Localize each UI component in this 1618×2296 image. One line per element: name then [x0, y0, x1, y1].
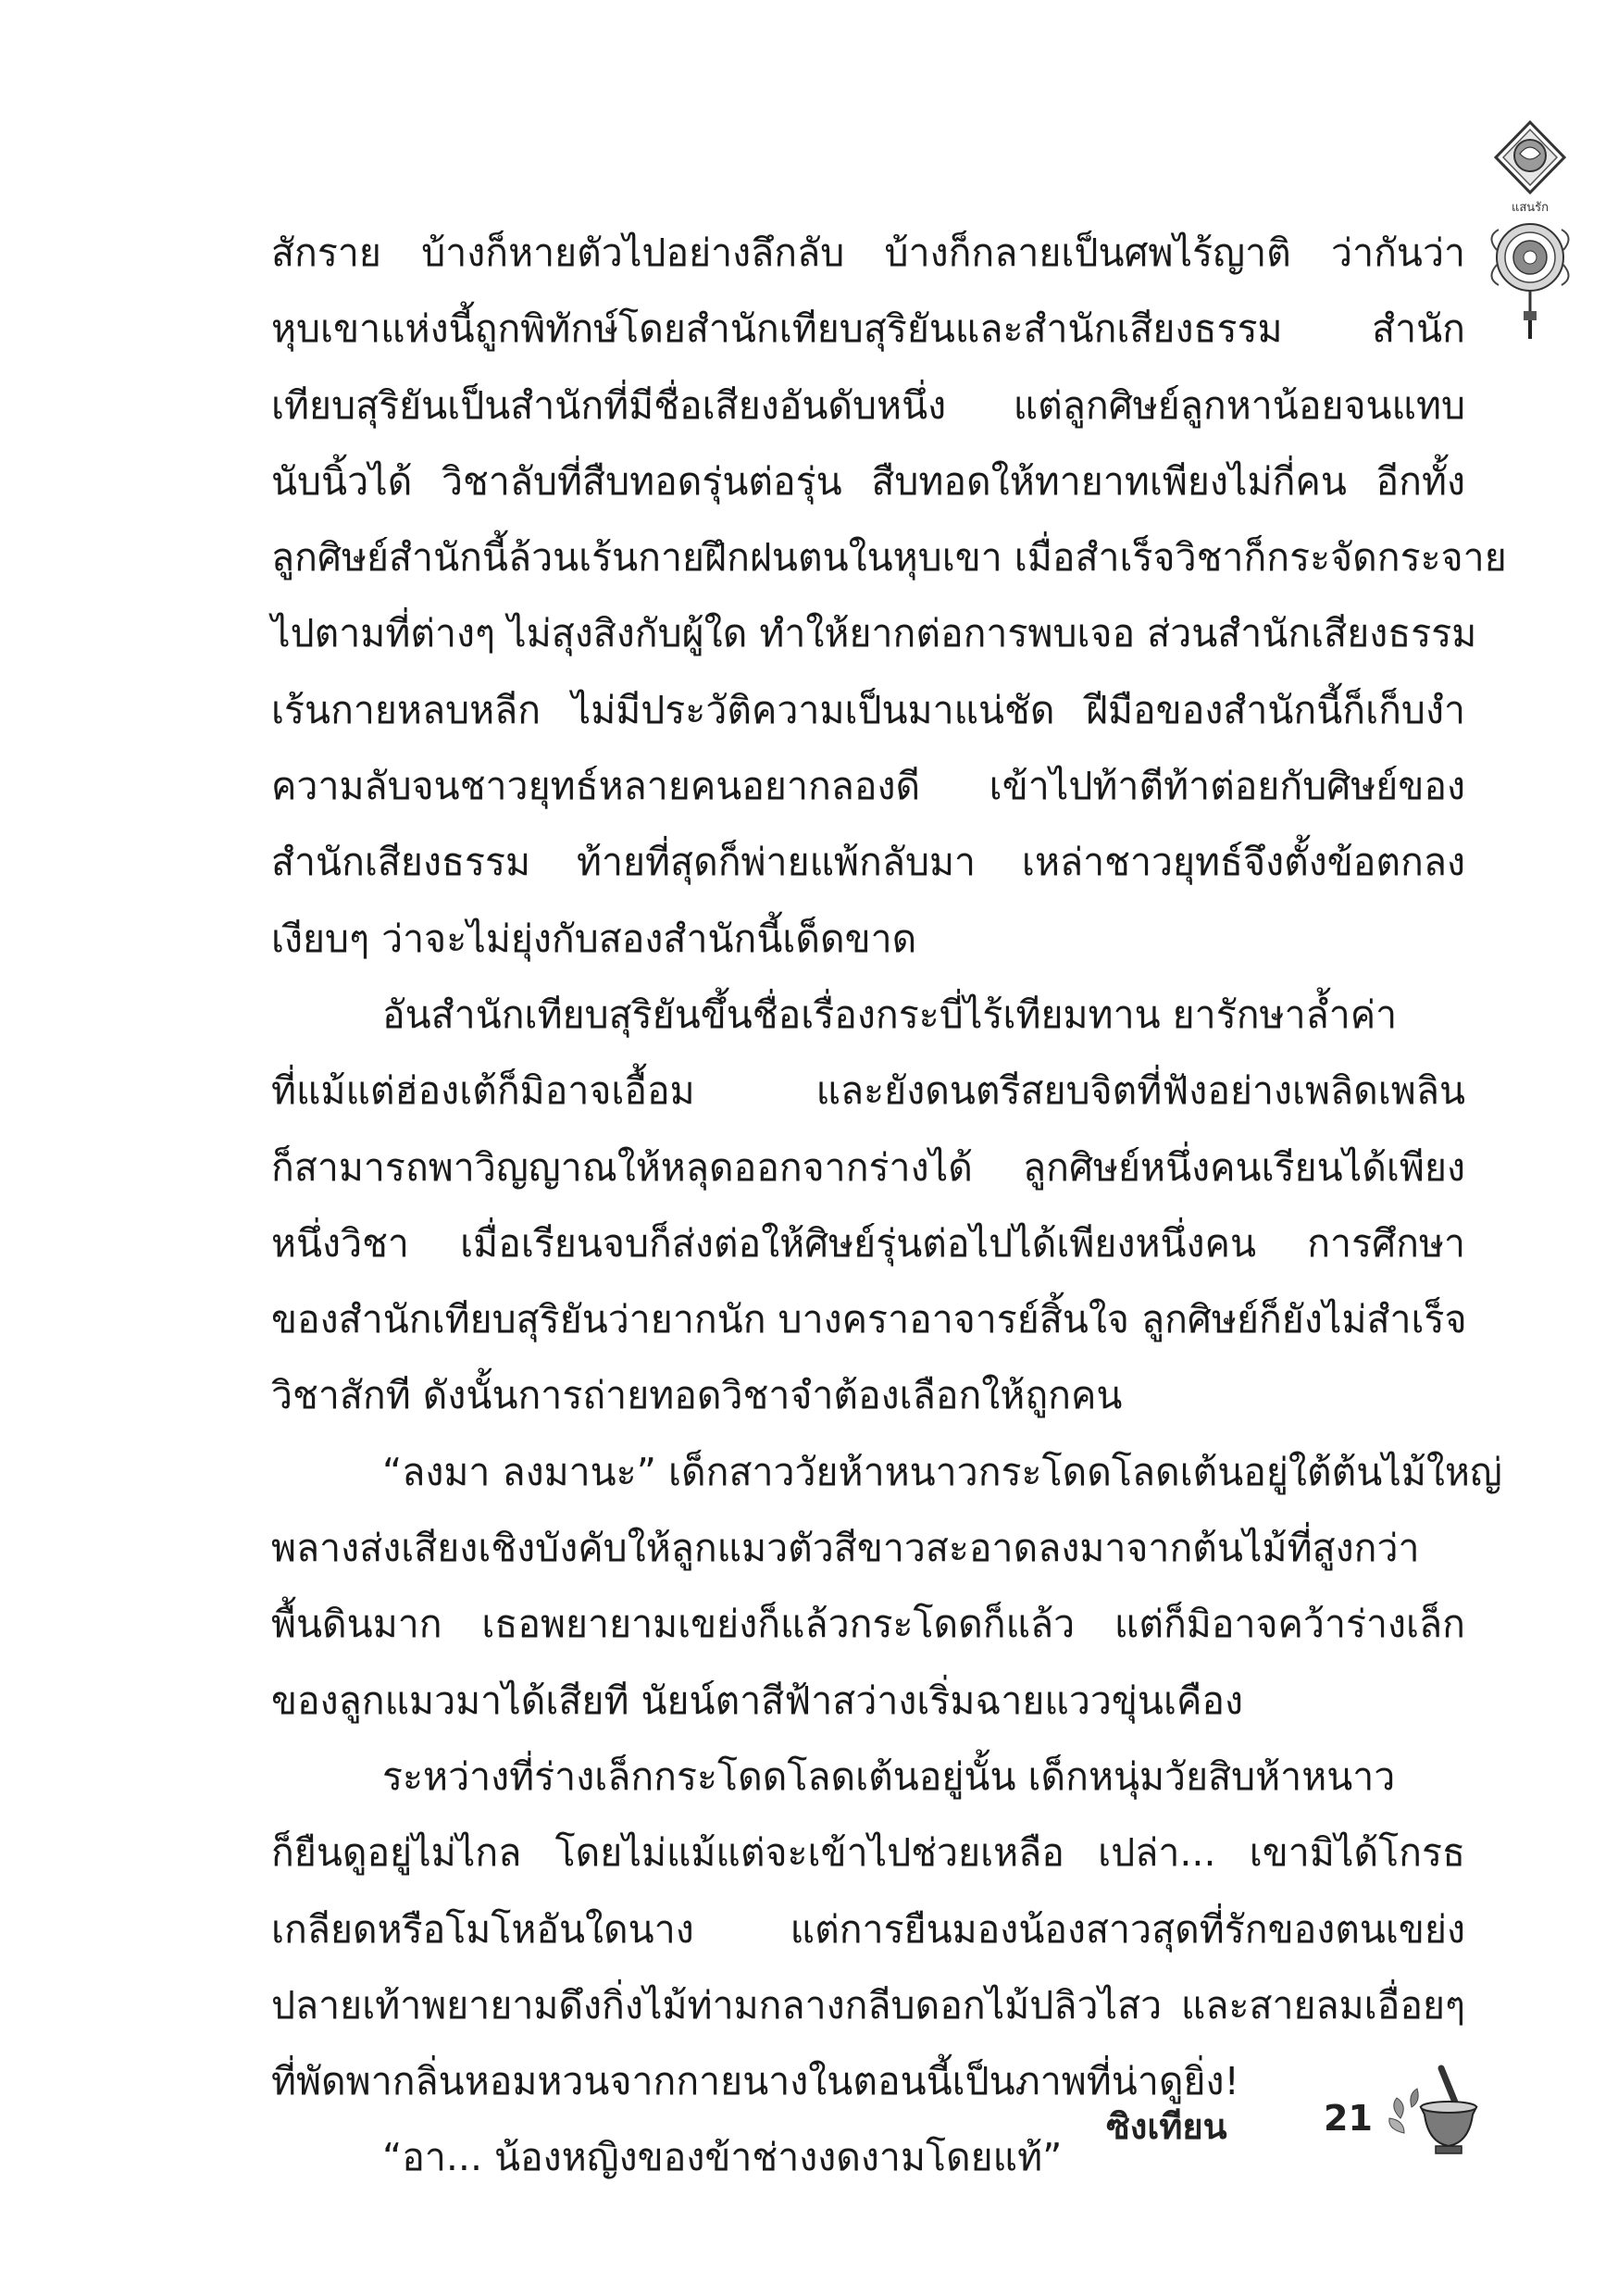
book-title: ซิงเทียน	[1106, 2106, 1227, 2147]
text-line: พื้นดินมาก เธอพยายามเขย่งก็แล้วกระโดดก็แล้ว แต่ก็มิอาจคว้าร่างเล็ก	[271, 1602, 1465, 1647]
text-line: ระหว่างที่ร่างเล็กกระโดดโลดเต้นอยู่นั้น เด็กหนุ่มวัยสิบห้าหนาว	[382, 1753, 1396, 1799]
emblem-label: แสนรัก	[1511, 201, 1550, 215]
text-line: เร้นกายหลบหลีก ไม่มีประวัติความเป็นมาแน่ชัด ฝีมือของสำนักนี้ก็เก็บงำ	[271, 687, 1465, 732]
mortar-pestle-icon	[1384, 2061, 1486, 2163]
text-line: สำนักเสียงธรรม ท้ายที่สุดก็พ่ายแพ้กลับมา เหล่าชาวยุทธ์จึงตั้งข้อตกลง	[271, 840, 1465, 885]
text-line: “อา... น้องหญิงของข้าช่างงดงามโดยแท้”	[382, 2135, 1063, 2180]
text-line: หนึ่งวิชา เมื่อเรียนจบก็ส่งต่อให้ศิษย์รุ่นต่อไปได้เพียงหนึ่งคน การศึกษา	[271, 1220, 1465, 1266]
page-number: 21	[1324, 2098, 1373, 2139]
text-line: ที่พัดพากลิ่นหอมหวนจากกายนางในตอนนี้เป็นภาพที่น่าดูยิ่ง!	[271, 2059, 1239, 2104]
chinese-knot-emblem-icon	[1490, 120, 1570, 343]
text-line: ลูกศิษย์สำนักนี้ล้วนเร้นกายฝึกฝนตนในหุบเขา เมื่อสำเร็จวิชาก็กระจัดกระจาย	[271, 535, 1507, 580]
text-line: ของลูกแมวมาได้เสียที นัยน์ตาสีฟ้าสว่างเริ่มฉายแววขุ่นเคือง	[271, 1678, 1244, 1723]
text-line: หุบเขาแห่งนี้ถูกพิทักษ์โดยสำนักเทียบสุริยันและสำนักเสียงธรรม สำนัก	[271, 306, 1465, 352]
text-line: อันสำนักเทียบสุริยันขึ้นชื่อเรื่องกระบี่ไร้เทียมทาน ยารักษาล้ำค่า	[382, 992, 1398, 1037]
text-line: ก็สามารถพาวิญญาณให้หลุดออกจากร่างได้ ลูกศิษย์หนึ่งคนเรียนได้เพียง	[271, 1144, 1465, 1190]
text-line: เงียบๆ ว่าจะไม่ยุ่งกับสองสำนักนี้เด็ดขาด	[271, 916, 917, 961]
text-line: นับนิ้วได้ วิชาลับที่สืบทอดรุ่นต่อรุ่น สืบทอดให้ทายาทเพียงไม่กี่คน อีกทั้ง	[271, 458, 1465, 504]
text-line: “ลงมา ลงมานะ” เด็กสาววัยห้าหนาวกระโดดโลดเต้นอยู่ใต้ต้นไม้ใหญ่	[382, 1449, 1502, 1494]
text-line: สักราย บ้างก็หายตัวไปอย่างลึกลับ บ้างก็กลายเป็นศพไร้ญาติ ว่ากันว่า	[271, 231, 1465, 275]
text-line: ก็ยืนดูอยู่ไม่ไกล โดยไม่แม้แต่จะเข้าไปช่วยเหลือ เปล่า... เขามิได้โกรธ	[271, 1830, 1465, 1876]
text-line: เทียบสุริยันเป็นสำนักที่มีชื่อเสียงอันดับหนึ่ง แต่ลูกศิษย์ลูกหาน้อยจนแทบ	[271, 382, 1465, 428]
text-line: ความลับจนชาวยุทธ์หลายคนอยากลองดี เข้าไปท้าตีท้าต่อยกับศิษย์ของ	[271, 764, 1465, 809]
text-line: ที่แม้แต่ฮ่องเต้ก็มิอาจเอื้อม และยังดนตรีสยบจิตที่ฟังอย่างเพลิดเพลิน	[271, 1068, 1465, 1114]
text-line: ไปตามที่ต่างๆ ไม่สุงสิงกับผู้ใด ทำให้ยากต่อการพบเจอ ส่วนสำนักเสียงธรรม	[271, 611, 1477, 656]
page-footer	[1106, 2061, 1495, 2163]
body-text	[271, 215, 1507, 2196]
text-line: วิชาสักที ดังนั้นการถ่ายทอดวิชาจำต้องเลือกให้ถูกคน	[271, 1373, 1123, 1418]
text-line: ของสำนักเทียบสุริยันว่ายากนัก บางคราอาจารย์สิ้นใจ ลูกศิษย์ก็ยังไม่สำเร็จ	[271, 1297, 1467, 1342]
text-line: เกลียดหรือโมโหอันใดนาง แต่การยืนมองน้องสาวสุดที่รักของตนเขย่ง	[271, 1906, 1465, 1952]
text-line: พลางส่งเสียงเชิงบังคับให้ลูกแมวตัวสีขาวสะอาดลงมาจากต้นไม้ที่สูงกว่า	[271, 1526, 1420, 1571]
text-line: ปลายเท้าพยายามดึงกิ่งไม้ท่ามกลางกลีบดอกไม้ปลิวไสว และสายลมเอื่อยๆ	[271, 1982, 1465, 2028]
